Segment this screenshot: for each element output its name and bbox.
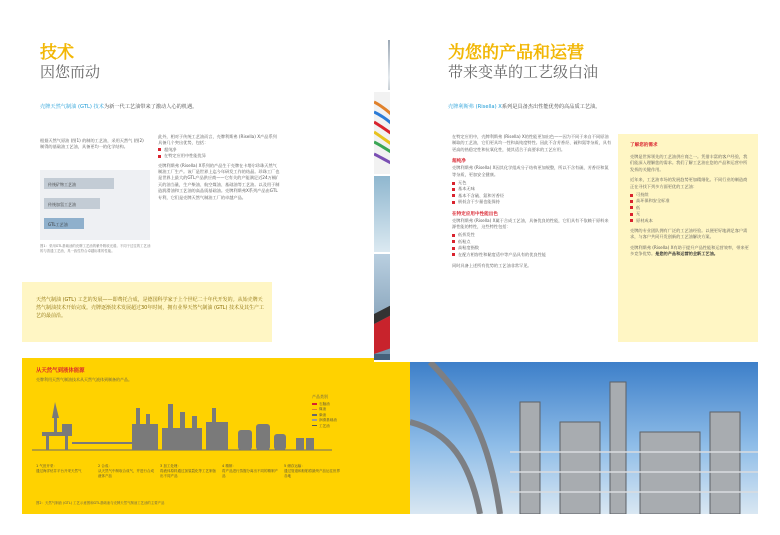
side-p2: 近年来，工艺油市场的发展趋势更加精细化。不同行业的制造商正在寻找下列多方面更优的工艺油：: [630, 177, 748, 189]
process-step: 4 精制： 将产品进行蒸馏分离出不同的精制产品: [222, 464, 278, 478]
process-step: 5 储存运输： 通过管道和船舶将最终产品运往世界各地: [284, 464, 340, 478]
uv-spectrum-chart: [40, 170, 150, 240]
performance-item: 低挥发性: [452, 232, 612, 238]
side-item: 低: [630, 205, 750, 211]
left-col2: [158, 134, 280, 201]
lead-rest: 系列是具备杰出性能优势的高品质工艺油。: [501, 104, 601, 110]
performance-item: 在配方相容性和黏度适中等产品具有的优良性能: [452, 252, 612, 258]
bullet-square-icon: [630, 206, 633, 209]
bullet-square-icon: [158, 148, 161, 151]
bullet-square-icon: [630, 200, 633, 203]
side-item: 可持续: [630, 192, 750, 198]
col2-intro: 此外，相对于传统工艺油而言，壳牌利斯弗 (Risella) X产品系列具备几个突出优势，包括：: [158, 134, 277, 146]
lead-rest: 为新一代工艺油带来了激动人心的机遇。: [103, 104, 198, 110]
process-step: 2 合成： 从天然气中制取合成气，并进行合成液体产品: [98, 464, 154, 478]
bullet-square-icon: [630, 213, 633, 216]
left-page: [22, 30, 374, 514]
legend-swatch: [312, 425, 317, 427]
legend-item: 工艺油: [312, 424, 368, 429]
left-bullet: 在特定应用中性能优异: [158, 153, 280, 159]
ultra-pure-list: [452, 180, 612, 206]
left-subtitle: 因您而动: [40, 63, 101, 81]
side-title: 了解您的需求: [630, 143, 658, 148]
band-caption: 图2：天然气制油 (GTL) 工艺示意图和GTL基础油与壳牌天然气制油工艺油的主要产品: [36, 501, 165, 505]
bullet-square-icon: [452, 182, 455, 185]
heading-ultra-pure: 超纯净: [452, 159, 466, 165]
band-subtitle: 壳牌利用天然气制油技术从天然气液体到制备的产品。: [36, 377, 132, 382]
gtl-callout: [22, 282, 272, 342]
side-item: 原材成本: [630, 218, 750, 224]
ultra-pure-item: 无色: [452, 180, 612, 186]
gtl-process-band: [22, 358, 374, 514]
ultra-pure-item: 基本无味: [452, 186, 612, 192]
legend-item: 石脑油: [312, 402, 368, 407]
col2-body: 壳牌利斯弗 (Risella) X系列的产品生于壳牌在卡塔尔珍珠天然气制油工厂生产。该厂是世界上迄今年研发工作的结晶。珍珠工厂也是世界上最大的GTL产品供应商——它有关的产能满足近24万桶/天的油当量，生产柴油、航空煤油、基础油等工艺油。以及用于制造润滑油和工艺油的高品质基础油。壳牌利斯弗X系列产品由GTL专利，它们是壳牌天然气制油工厂的卓越产品。: [158, 162, 280, 200]
legend-title: 产品类别: [312, 394, 328, 399]
chart-row-label: 传统矿物工艺油: [48, 182, 76, 187]
band-title: 从天然气到液体能源: [36, 368, 85, 374]
refinery-graphic: [410, 362, 758, 514]
side-list: [630, 192, 750, 224]
process-step: 1 气田开采： 通过海洋钻井平台开采天然气: [36, 464, 82, 473]
bullet-square-icon: [452, 240, 455, 243]
legend-item: 柴油: [312, 413, 368, 418]
right-page: [390, 30, 758, 514]
bullet-square-icon: [452, 194, 455, 197]
bullet-square-icon: [452, 201, 455, 204]
side-p4: 壳牌利斯弗 (Risella) X有助于提升产品性能和运营效率，带来更多竞争优势。是您的产品和运营的全新工艺油。: [630, 244, 749, 257]
right-p1: 在特定应用中，壳牌利斯弗 (Risella) X的性能更加出色——因为不同于来自不同原油制取的工艺油，它们更具均一性和高纯度特性。因此不含芳香烃、硫和氮等杂质，具有更高的热稳定性和抗氧化性，使其适合于高要求的工艺应用。: [452, 134, 612, 152]
performance-item: 高粘度指数: [452, 245, 612, 251]
heading-performance: 在特定应用中性能出色: [452, 211, 498, 217]
product-legend: [312, 394, 368, 429]
left-title: 技术: [40, 43, 74, 63]
right-p4: 同时具备上述所有优势的工艺油非常罕见。: [452, 263, 532, 269]
right-yellow-strip: [374, 362, 410, 514]
right-title: 为您的产品和运营: [448, 43, 584, 63]
left-bullet: 超纯净: [158, 147, 280, 153]
lead-brand: 壳牌利斯弗 (Risella) X: [448, 104, 502, 110]
customer-needs-box: [618, 134, 758, 342]
callout-text: 天然气制油 (GTL) 工艺的发展——即费托合成，是德国科学家于上个世纪二十年代开发的。从始壳牌天然气制油技术开始完成。壳牌逐渐技术发展超过30年时间，拥有业界天然气制油 (GTL) 技术及其生产工艺的最前沿。: [36, 297, 264, 319]
process-step: 3 加工处理： 将液体原料通过加氢裂化等工艺制备出不同产品: [160, 464, 216, 478]
bullet-square-icon: [452, 253, 455, 256]
ultra-pure-item: 极低含于少量也能保持: [452, 199, 612, 205]
left-lead: [40, 104, 370, 111]
ultra-pure-item: 基本不含硫、氮和芳香烃: [452, 193, 612, 199]
bullet-square-icon: [452, 234, 455, 237]
right-subtitle: 带来变革的工艺级白油: [448, 63, 599, 81]
legend-swatch: [312, 409, 317, 411]
chart-row-label: GTL工艺油: [48, 222, 68, 227]
side-item: 无: [630, 211, 750, 217]
performance-item: 低粘点: [452, 239, 612, 245]
refinery-photo: [410, 362, 758, 514]
legend-item: 煤油: [312, 407, 368, 412]
bullet-square-icon: [630, 194, 633, 197]
lead-brand: 壳牌天然气制油 (GTL) 技术: [40, 104, 104, 110]
legend-swatch: [312, 414, 317, 416]
legend-swatch: [312, 403, 317, 405]
right-p3: 壳牌利斯弗 (Risella) X属于合成工艺油，具备优良的性能，它们具有不依赖于原料来源性能的特性，这些特性包括：: [452, 217, 609, 230]
legend-swatch: [312, 419, 317, 421]
process-illustration: [32, 394, 332, 456]
right-p2: 壳牌利斯弗 (Risella) X因其化学组成分子结构更加规整，所以不含有硫、芳香烃和氮等杂质，更加安全健康。: [452, 165, 609, 177]
bullet-square-icon: [452, 247, 455, 250]
chart-svg: [40, 170, 150, 240]
legend-list: [312, 402, 368, 429]
chart-caption: 图1：采用GTL基础油的壳牌工艺油的紫外吸收光谱。不同于过往的工艺油的与普通工艺油，具一致性符合卓越标准的性能。: [40, 244, 151, 253]
side-item: 高环保和安全标准: [630, 198, 750, 204]
side-content: [630, 154, 750, 258]
process-steps: [36, 464, 356, 494]
side-p3: 壳牌的专业团队拥有广泛的工艺油经验。以便更好地满足客户需求，与客户共同开发创新的工艺油解决方案。: [630, 228, 748, 240]
side-p1: 壳牌是世界领先的工艺油供应商之一。凭借丰富的客户经验，我们能深入理解您的需求。我们了解工艺油在您的产品和运营中所发挥的关键作用。: [630, 154, 748, 172]
bullet-square-icon: [158, 155, 161, 158]
right-lead: [448, 104, 748, 111]
performance-list: [452, 232, 612, 258]
bullet-square-icon: [452, 188, 455, 191]
right-main-column: [452, 134, 612, 270]
bullet-square-icon: [630, 219, 633, 222]
left-col1: 根据天然气原油 (图1) 的制的工艺油，采用天然气 (图2) 制得的基础油工艺油，具备更均一的化学结构。: [40, 138, 144, 150]
chart-row-label: 传统加氢工艺油: [48, 202, 76, 207]
legend-item: 润滑基础油: [312, 418, 368, 423]
